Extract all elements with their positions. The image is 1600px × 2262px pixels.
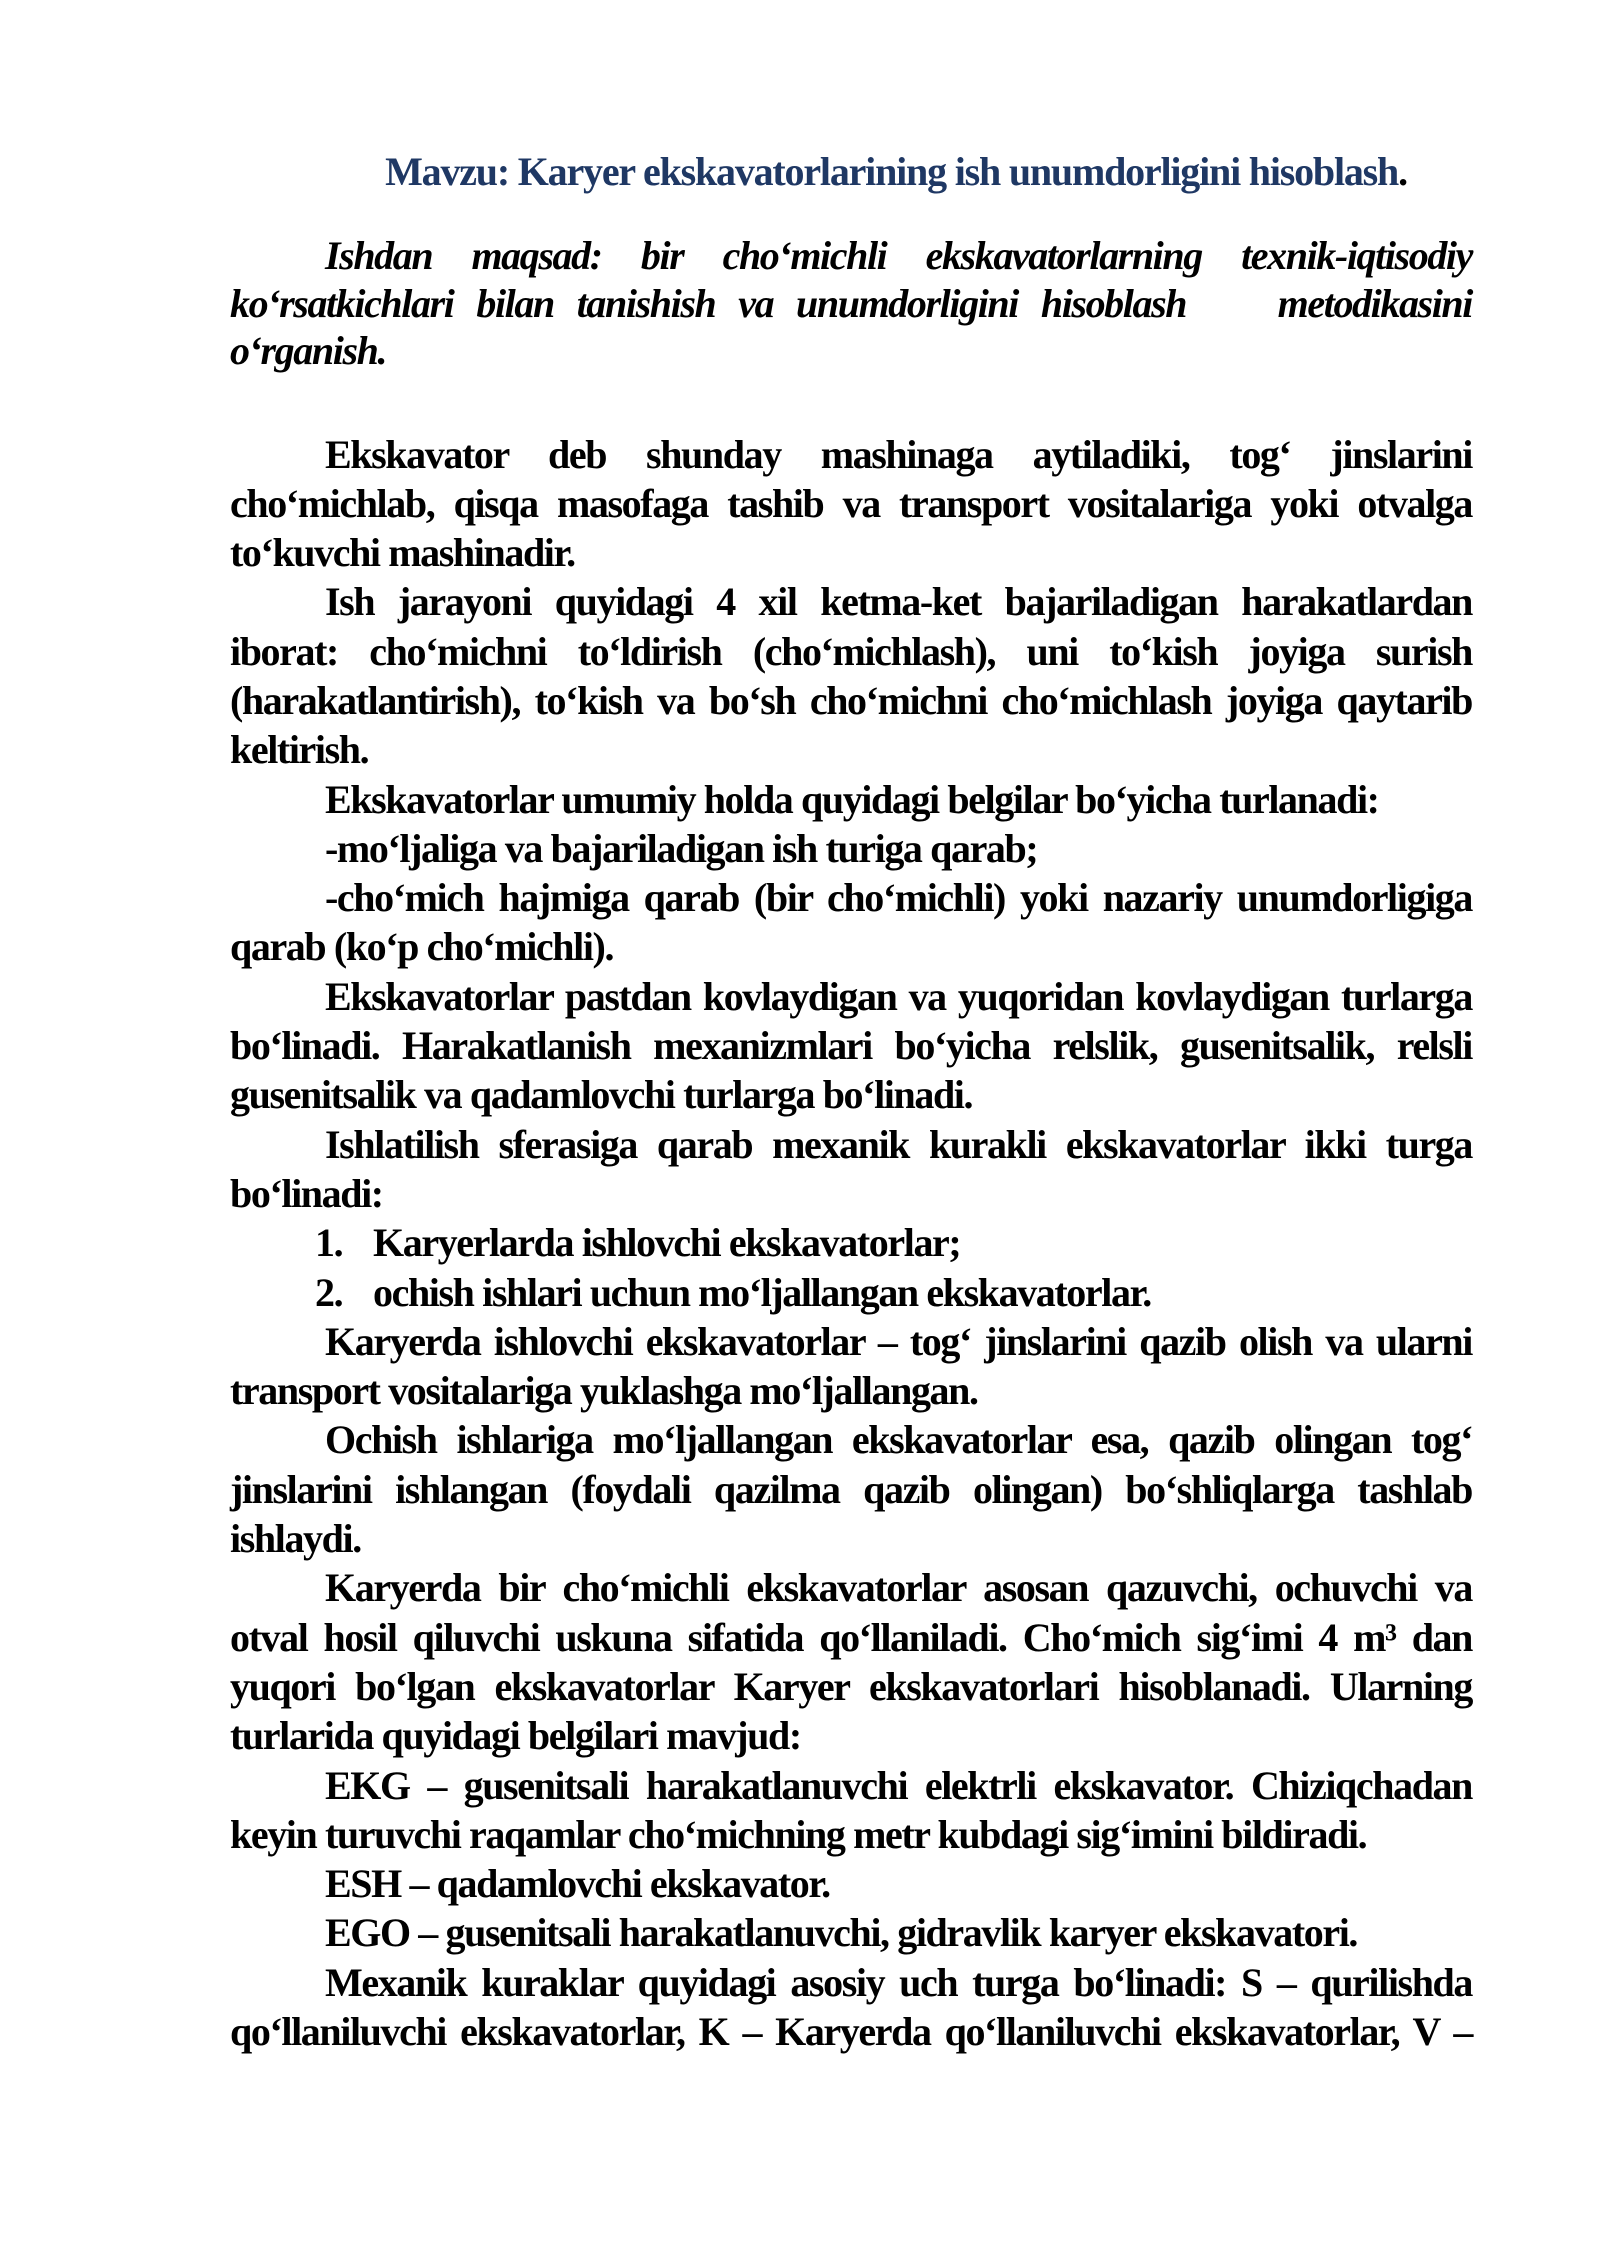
text-line: Ochish ishlariga mo‘ljallangan ekskavatorlar esa, qazib olingan tog‘ xyxy=(325,1417,1472,1463)
text-line: qo‘llaniluvchi ekskavatorlar, K – Karyerda qo‘llaniluvchi ekskavatorlar, V – xyxy=(230,2009,1472,2054)
text-line: Ishlatilish sferasiga qarab mexanik kurakli ekskavatorlar ikki turga xyxy=(325,1121,1472,1167)
text-line: ishlaydi. xyxy=(230,1516,361,1562)
text-line: otval hosil qiluvchi uskuna sifatida qo‘llaniladi. Cho‘mich sig‘imi 4 m³ dan xyxy=(230,1614,1472,1660)
text-line: Ekskavatorlar umumiy holda quyidagi belgilar bo‘yicha turlanadi: xyxy=(325,776,1379,822)
text-line: Mexanik kuraklar quyidagi asosiy uch turga bo‘linadi: S – qurilishda xyxy=(325,1959,1472,2005)
text-line: bo‘linadi: xyxy=(230,1170,383,1216)
text-line: Ish jarayoni quyidagi 4 xil ketma-ket bajariladigan harakatlardan xyxy=(325,579,1472,625)
page-title xyxy=(230,147,1472,196)
page-title-period: . xyxy=(1398,149,1407,194)
text-line: Karyerda bir cho‘michli ekskavatorlar asosan qazuvchi, ochuvchi va xyxy=(325,1565,1472,1611)
text-line: -mo‘ljaliga va bajariladigan ish turiga qarab; xyxy=(325,825,1038,871)
text-line: ko‘rsatkichlari bilan tanishish va unumdorligini hisoblash metodikasini xyxy=(230,280,1472,326)
text-line: ESH – qadamlovchi ekskavator. xyxy=(325,1861,830,1907)
text-line: o‘rganish. xyxy=(230,328,387,373)
list-item-line xyxy=(230,1268,1472,1317)
text-line: bo‘linadi. Harakatlanish mexanizmlari bo‘yicha relslik, gusenitsalik, relsli xyxy=(230,1023,1472,1069)
text-line: Ishdan maqsad: bir cho‘michli ekskavatorlarning texnik-iqtisodiy xyxy=(325,233,1472,278)
text-line: EGO – gusenitsali harakatlanuvchi, gidravlik karyer ekskavatori. xyxy=(325,1910,1358,1956)
text-line: qarab (ko‘p cho‘michli). xyxy=(230,924,614,970)
text-line: -cho‘mich hajmiga qarab (bir cho‘michli) yoki nazariy unumdorligiga xyxy=(325,875,1472,921)
text-line: iborat: cho‘michni to‘ldirish (cho‘michlash), uni to‘kish joyiga surish xyxy=(230,628,1472,674)
text-line: yuqori bo‘lgan ekskavatorlar Karyer ekskavatorlari hisoblanadi. Ularning xyxy=(230,1663,1472,1709)
text-line: keltirish. xyxy=(230,727,369,773)
document-body xyxy=(230,147,1472,2056)
text-line: EKG – gusenitsali harakatlanuvchi elektrli ekskavator. Chiziqchadan xyxy=(325,1762,1472,1808)
text-line: to‘kuvchi mashinadir. xyxy=(230,530,575,576)
text-line: Karyerda ishlovchi ekskavatorlar – tog‘ jinslarini qazib olish va ularni xyxy=(325,1318,1472,1364)
text-line: (harakatlantirish), to‘kish va bo‘sh cho‘michni cho‘michlash joyiga qaytarib xyxy=(230,677,1472,723)
text-line: turlarida quyidagi belgilari mavjud: xyxy=(230,1713,801,1759)
list-item-line xyxy=(230,1218,1472,1267)
text-line: cho‘michlab, qisqa masofaga tashib va transport vositalariga yoki otvalga xyxy=(230,480,1472,526)
list-number: 1. xyxy=(315,1220,343,1266)
text-line: Ekskavatorlar pastdan kovlaydigan va yuqoridan kovlaydigan turlarga xyxy=(325,973,1472,1019)
text-line: Ekskavator deb shunday mashinaga aytiladiki, tog‘ jinslarini xyxy=(325,431,1472,477)
text-line: transport vositalariga yuklashga mo‘ljallangan. xyxy=(230,1368,978,1414)
text-line: jinslarini ishlangan (foydali qazilma qazib olingan) bo‘shliqlarga tashlab xyxy=(230,1466,1472,1512)
text-line: keyin turuvchi raqamlar cho‘michning metr kubdagi sig‘imini bildiradi. xyxy=(230,1811,1367,1857)
text-line: gusenitsalik va qadamlovchi turlarga bo‘linadi. xyxy=(230,1072,973,1118)
document-lines xyxy=(230,232,1472,2056)
list-item-text: Karyerlarda ishlovchi ekskavatorlar; xyxy=(373,1220,961,1266)
list-item-text: ochish ishlari uchun mo‘ljallangan ekskavatorlar. xyxy=(373,1269,1151,1315)
page-title-text: Mavzu: Karyer ekskavatorlarining ish unumdorligini hisoblash xyxy=(385,149,1399,194)
list-number: 2. xyxy=(315,1269,343,1315)
